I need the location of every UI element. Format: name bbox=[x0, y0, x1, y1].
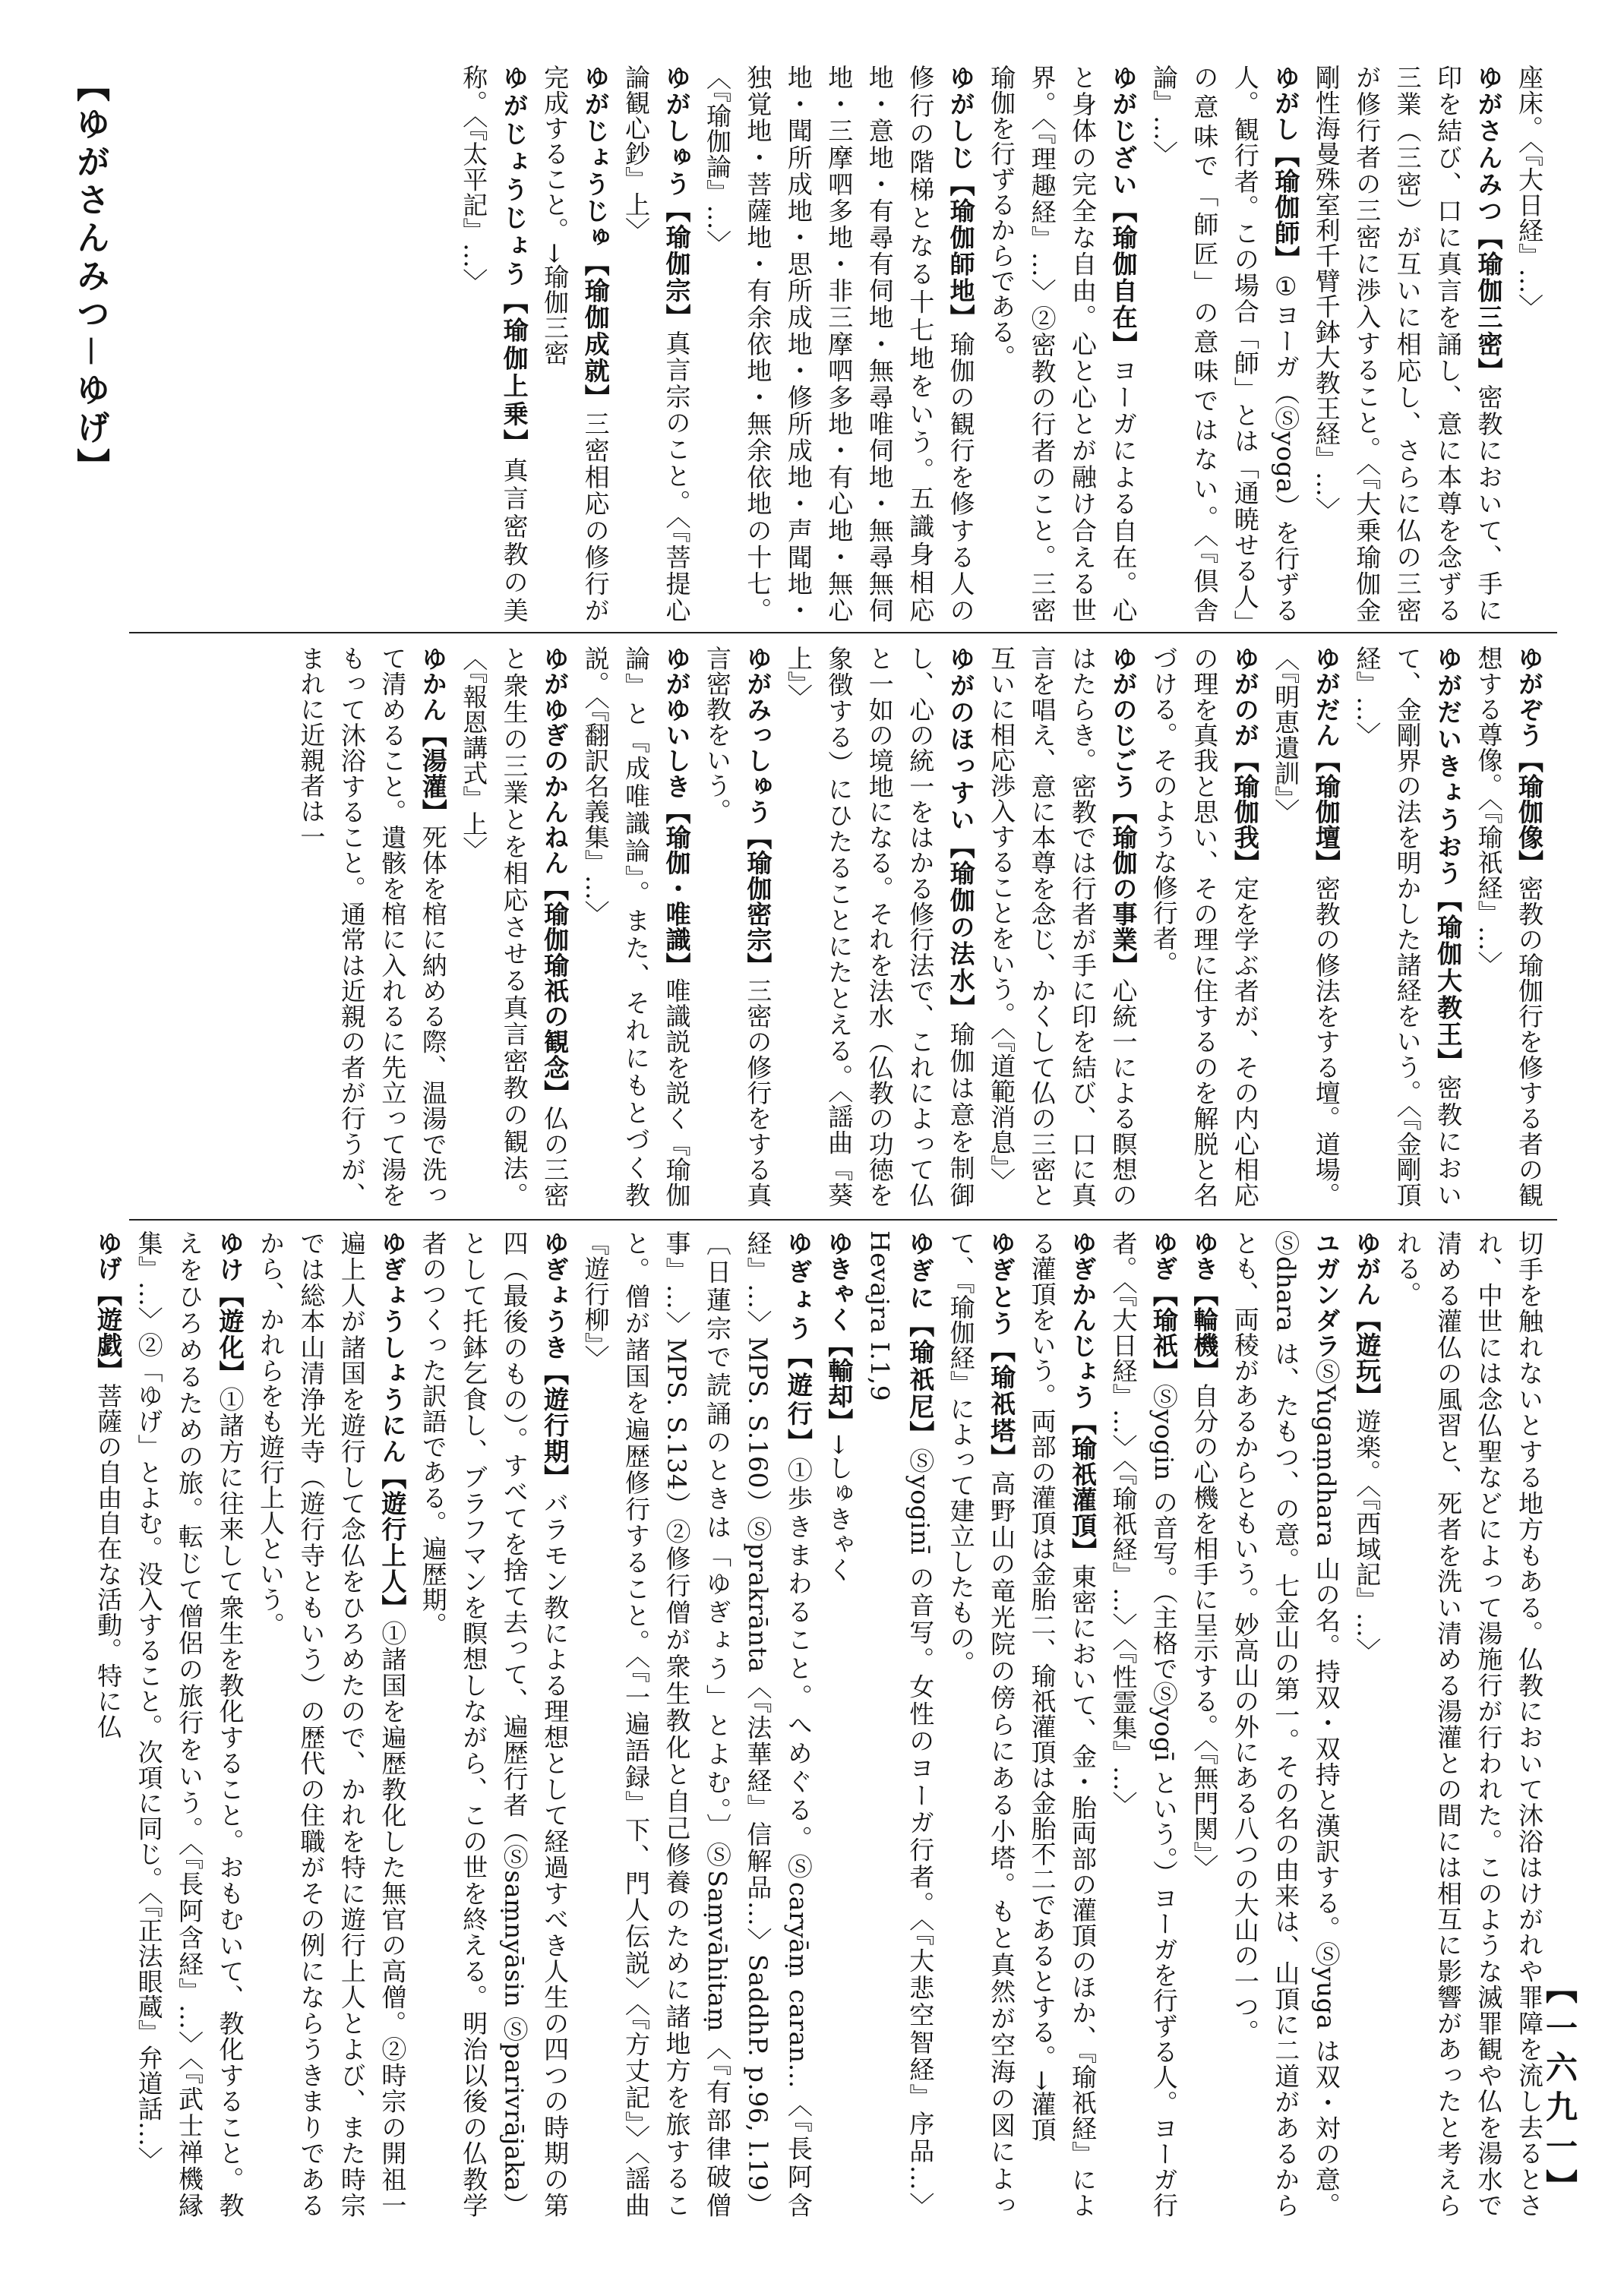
dictionary-entry bbox=[946, 1230, 1016, 2218]
dictionary-entry bbox=[1312, 65, 1504, 623]
tier-middle bbox=[133, 646, 1550, 1208]
dictionary-entry bbox=[134, 1230, 245, 2218]
dictionary-entry bbox=[459, 65, 529, 623]
tier-divider bbox=[129, 632, 1557, 633]
entry-definition: 密教の瑜伽行を修する者の観想する尊像。〈『瑜祇経』…〉 bbox=[1474, 646, 1544, 1208]
entry-headword: ゆきゃく【輸却】 bbox=[824, 1230, 855, 1434]
dictionary-entry bbox=[1190, 1230, 1219, 1880]
entry-definition: ①ヨーガ（Ⓢyoga）を行ずる人。観行者。この場合「師」とは「通暁せる人」の意味で「師匠」の意味ではない。〈『倶舎論』…〉 bbox=[1148, 65, 1301, 624]
entry-definition: ①諸方に往来して衆生を教化すること。おもむいて、教化すること。教えをひろめるための旅。転じて僧侶の旅行をいう。〈『長阿含経』…〉〈『武士禅機縁集』…〉②「ゆげ」とよむ。没入すること。次項に同じ。〈『正法眼蔵』弁道話…〉 bbox=[134, 1230, 245, 2219]
entry-definition: 密教において、手に印を結び、口に真言を誦し、意に本尊を念ずる三業（三密）が互いに相応し、さらに仏の三密が修行者の三密に渉入すること。〈『大乗瑜伽金剛性海曼殊室利千臂千鉢大教王経』…〉 bbox=[1311, 65, 1504, 624]
entry-headword: ゆがん【遊玩】 bbox=[1352, 1230, 1382, 1409]
entry-headword: ゆがし【瑜伽師】 bbox=[1271, 65, 1301, 272]
dictionary-entry bbox=[296, 646, 447, 1208]
entry-headword: ゆけ【遊化】 bbox=[215, 1230, 245, 1387]
tier-lower bbox=[93, 1230, 1550, 2219]
entry-headword: ゆげ【遊戯】 bbox=[93, 1230, 124, 1383]
entry-headword: ゆぎとう【瑜祇塔】 bbox=[987, 1230, 1017, 1471]
dictionary-entry bbox=[703, 646, 773, 1208]
entry-definition: ①諸国を遍歴教化した無官の高僧。②時宗の開祖一遍上人が諸国を遊行して念仏をひろめたので、かれを特に遊行上人とよび、また時宗では総本山清浄光寺（遊行寺ともいう）の歴代の住職がその例にならうきまりであるから、かれらをも遊行上人という。 bbox=[255, 1230, 408, 2219]
running-head: 【ゆがさんみつ－ゆげ】 bbox=[71, 68, 109, 486]
entry-headword: ゆがぞう【瑜伽像】 bbox=[1515, 646, 1544, 876]
dictionary-entry bbox=[1352, 646, 1463, 1208]
entry-definition: Ⓢyogin の音写。（主格でⓈyogī という。）ヨーガを行ずる人。ヨーガ行者。〈『大日経』…〉〈『瑜祇経』…〉〈『性霊集』…〉 bbox=[1108, 1230, 1179, 2218]
entry-headword: ゆがゆいしき【瑜伽・唯識】 bbox=[662, 646, 692, 978]
entry-headword: ゆがのが【瑜伽我】 bbox=[1230, 646, 1260, 876]
entry-definition: 切手を触れないとする地方もある。仏教において沐浴はけがれや罪障を流し去るとされ、中世には念仏聖などによって湯施行が行われた。このような滅罪観や仏を湯水で清める灌仏の風習と、死者を洗い清める湯灌との間には相互に影響があったと考えられる。 bbox=[1392, 1230, 1544, 2219]
dictionary-entry bbox=[93, 1230, 123, 1739]
dictionary-entry bbox=[1028, 1230, 1098, 2218]
dictionary-entry bbox=[784, 646, 976, 1208]
entry-definition: 東密において、金・胎両部の灌頂のほか、『瑜祇経』による灌頂をいう。両部の灌頂は金胎二、瑜祇灌頂は金胎不二であるとする。→灌頂 bbox=[1027, 1230, 1098, 2219]
dictionary-entry bbox=[621, 65, 691, 623]
entry-headword: ゆがだん【瑜伽壇】 bbox=[1311, 646, 1341, 876]
entry-headword: ゆがさんみつ【瑜伽三密】 bbox=[1474, 65, 1504, 384]
entry-definition: →しゅきゃく bbox=[824, 1434, 855, 1583]
entry-definition: 座床。〈『大日経』…〉 bbox=[1515, 65, 1544, 320]
entry-headword: ゆかん【湯灌】 bbox=[418, 646, 448, 825]
entry-headword: ゆがじょうじゅ【瑜伽成就】 bbox=[580, 65, 611, 411]
entry-headword: ゆぎょうき【遊行期】 bbox=[540, 1230, 570, 1491]
entry-headword: ゆがしゅう【瑜伽宗】 bbox=[662, 65, 692, 330]
entry-headword: ゆぎに【瑜祇尼】 bbox=[905, 1230, 936, 1448]
entry-headword: ゆがのじごう【瑜伽の事業】 bbox=[1108, 646, 1139, 978]
dictionary-entry bbox=[824, 1230, 854, 1583]
entry-definition: 瑜伽は意を制御し、心の統一をはかる修行法で、これによって仏と一如の境地になる。それを法水（仏教の功徳を象徴する）にひたることにたとえる。〈謡曲『葵上』〉 bbox=[783, 646, 976, 1208]
dictionary-entry bbox=[703, 65, 976, 623]
entry-definition: ヨーガによる自在。心と身体の完全な自由。心と心とが融け合える世界。〈『理趣経』…〉②密教の行者のこと。三密瑜伽を行ずるからである。 bbox=[987, 65, 1139, 624]
dictionary-entry bbox=[459, 646, 570, 1208]
entry-definition: 密教において、金剛界の法を明かした諸経をいう。〈『金剛頂経』…〉 bbox=[1352, 646, 1464, 1208]
tier-upper bbox=[133, 65, 1550, 623]
entry-definition: バラモン教による理想として経過すべき人生の四つの時期の第四（最後のもの）。すべてを捨て去って、遍歴行者（Ⓢsaṃnyāsin Ⓢparivrājaka）として托鉢乞食し、ブラフマンを瞑想しながら、この世を終える。明治以後の仏教学者のつくった訳語である。遍歴期。 bbox=[418, 1230, 570, 2219]
dictionary-entry bbox=[1149, 65, 1300, 623]
tier-text bbox=[133, 65, 1550, 623]
entry-definition: 死体を棺に納める際、温湯で洗って清めること。遺骸を棺に入れるに先立って湯をもって沐浴すること。通常は近親の者が行うが、まれに近親者は一 bbox=[296, 646, 448, 1208]
entry-definition: 真言宗のこと。〈『菩提心論観心鈔』上〉 bbox=[621, 65, 692, 624]
entry-headword: ゆぎ【瑜祇】 bbox=[1148, 1230, 1179, 1385]
tier-text bbox=[93, 1230, 1550, 2219]
dictionary-entry bbox=[865, 1230, 935, 2218]
dictionary-entry bbox=[1474, 646, 1544, 1208]
entry-definition: 瑜伽の観行を修する人の修行の階梯となる十七地をいう。五識身相応地・意地・有尋有伺地・無尋唯伺地・無尋無伺地・三摩呬多地・非三摩呬多地・有心地・無心地・聞所成地・思所成地・修所成地・声聞地・独覚地・菩薩地・有余依地・無余依地の十七。〈『瑜伽論』…〉 bbox=[702, 65, 976, 624]
entry-definition: ①歩きまわること。へめぐる。Ⓢcaryāṃ caran…〈『長阿含経』…〉MPS. S.160）Ⓢprakrānta〈『法華経』信解品…〉SaddhP. p.96, l.19）〔日蓮宗で読誦のときは「ゆぎょう」とよむ。〕ⓈSaṃvāhitaṃ〈『有部律破僧事』…〉MPS. S.134）②修行僧が衆生教化と自己修養のために諸地方を旅すること。僧が諸国を遍歴修行すること。〈『一遍語録』下、門人伝説〉〈『方丈記』〉〈謡曲『遊行柳』〉 bbox=[580, 1230, 814, 2218]
dictionary-entry bbox=[540, 65, 610, 623]
entry-definition: 唯識説を説く『瑜伽論』と『成唯識論』。また、それにもとづく教説。〈『翻訳名義集』…〉 bbox=[580, 646, 692, 1208]
entry-headword: ユガンダラ bbox=[1311, 1230, 1341, 1360]
entry-definition: ⓈYugaṃdhara 山の名。持双・双持と漢訳する。Ⓢyuga は双・対の意。Ⓢdhara は、たもつ、の意。七金山の第一。その名の由来は、山頂に二道があるからとも、両稜があるからともいう。妙高山の外にある八つの大山の一つ。 bbox=[1230, 1230, 1341, 2219]
dictionary-entry bbox=[1108, 1230, 1178, 2218]
entry-headword: ゆぎかんじょう【瑜祇灌頂】 bbox=[1068, 1230, 1098, 1564]
entry-headword: ゆぎょう【遊行】 bbox=[783, 1230, 814, 1457]
entry-headword: ゆがしじ【瑜伽師地】 bbox=[946, 65, 976, 331]
entry-headword: ゆがだいきょうおう【瑜伽大教王】 bbox=[1433, 646, 1464, 1075]
entry-definition: 心統一による瞑想のはたらき。密教では行者が手に印を結び、口に真言を唱え、意に本尊を念じ、かくして仏の三密と互いに相応渉入することをいう。〈『道範消息』〉 bbox=[987, 646, 1139, 1208]
dictionary-entry bbox=[581, 646, 692, 1208]
dictionary-entry bbox=[1515, 65, 1544, 320]
entry-definition: 仏の三密と衆生の三業とを相応させる真言密教の観法。〈『報恩講式』上〉 bbox=[459, 646, 570, 1208]
dictionary-entry bbox=[581, 1230, 814, 2218]
dictionary-entry bbox=[987, 65, 1138, 623]
dictionary-entry bbox=[419, 1230, 570, 2218]
entry-definition: 菩薩の自由自在な活動。特に仏 bbox=[93, 1383, 124, 1739]
page-number: 【一六九一】 bbox=[1541, 1972, 1578, 2209]
entry-definition: 三密の修行をする真言密教をいう。 bbox=[702, 646, 773, 1208]
entry-headword: ゆがじざい【瑜伽自在】 bbox=[1108, 65, 1139, 358]
entry-definition: 真言密教の美称。〈『太平記』…〉 bbox=[459, 65, 529, 624]
entry-headword: ゆがのほっすい【瑜伽の法水】 bbox=[946, 646, 976, 1022]
dictionary-entry bbox=[256, 1230, 407, 2218]
entry-headword: ゆがみっしゅう【瑜伽密宗】 bbox=[743, 646, 773, 978]
dictionary-entry bbox=[1271, 646, 1341, 1208]
entry-definition: 自分の心機を相手に呈示する。〈『無門関』〉 bbox=[1190, 1383, 1220, 1880]
entry-definition: 遊楽。〈『西域記』…〉 bbox=[1352, 1408, 1382, 1663]
entry-definition: Ⓢyoginī の音写。女性のヨーガ行者。〈『大悲空智経』序品…〉Hevajra I.1,9 bbox=[864, 1230, 936, 2218]
entry-definition: 密教の修法をする壇。道場。〈『明恵遺訓』〉 bbox=[1271, 646, 1341, 1208]
entry-headword: ゆがゆぎのかんねん【瑜伽瑜祇の観念】 bbox=[540, 646, 570, 1106]
tier-text bbox=[133, 646, 1550, 1208]
entry-definition: 定を学ぶ者が、その内心相応の理を真我と思い、その理に住するのを解脱と名づける。そのような修行者。 bbox=[1148, 646, 1260, 1208]
tier-divider bbox=[129, 1219, 1557, 1221]
dictionary-entry bbox=[987, 646, 1138, 1208]
entry-definition: 高野山の竜光院の傍らにある小塔。もと真然が空海の図によって、『瑜伽経』によって建立したもの。 bbox=[946, 1230, 1017, 2219]
dictionary-entry bbox=[1231, 1230, 1341, 2218]
entry-definition: 三密相応の修行が完成すること。→瑜伽三密 bbox=[540, 65, 611, 624]
dictionary-entry bbox=[1149, 646, 1260, 1208]
entry-headword: ゆき【輪機】 bbox=[1190, 1230, 1220, 1383]
dictionary-entry bbox=[1352, 1230, 1382, 1663]
entry-headword: ゆがじょうじょう【瑜伽上乗】 bbox=[499, 65, 529, 457]
entry-headword: ゆぎょうしょうにん【遊行上人】 bbox=[378, 1230, 408, 1621]
